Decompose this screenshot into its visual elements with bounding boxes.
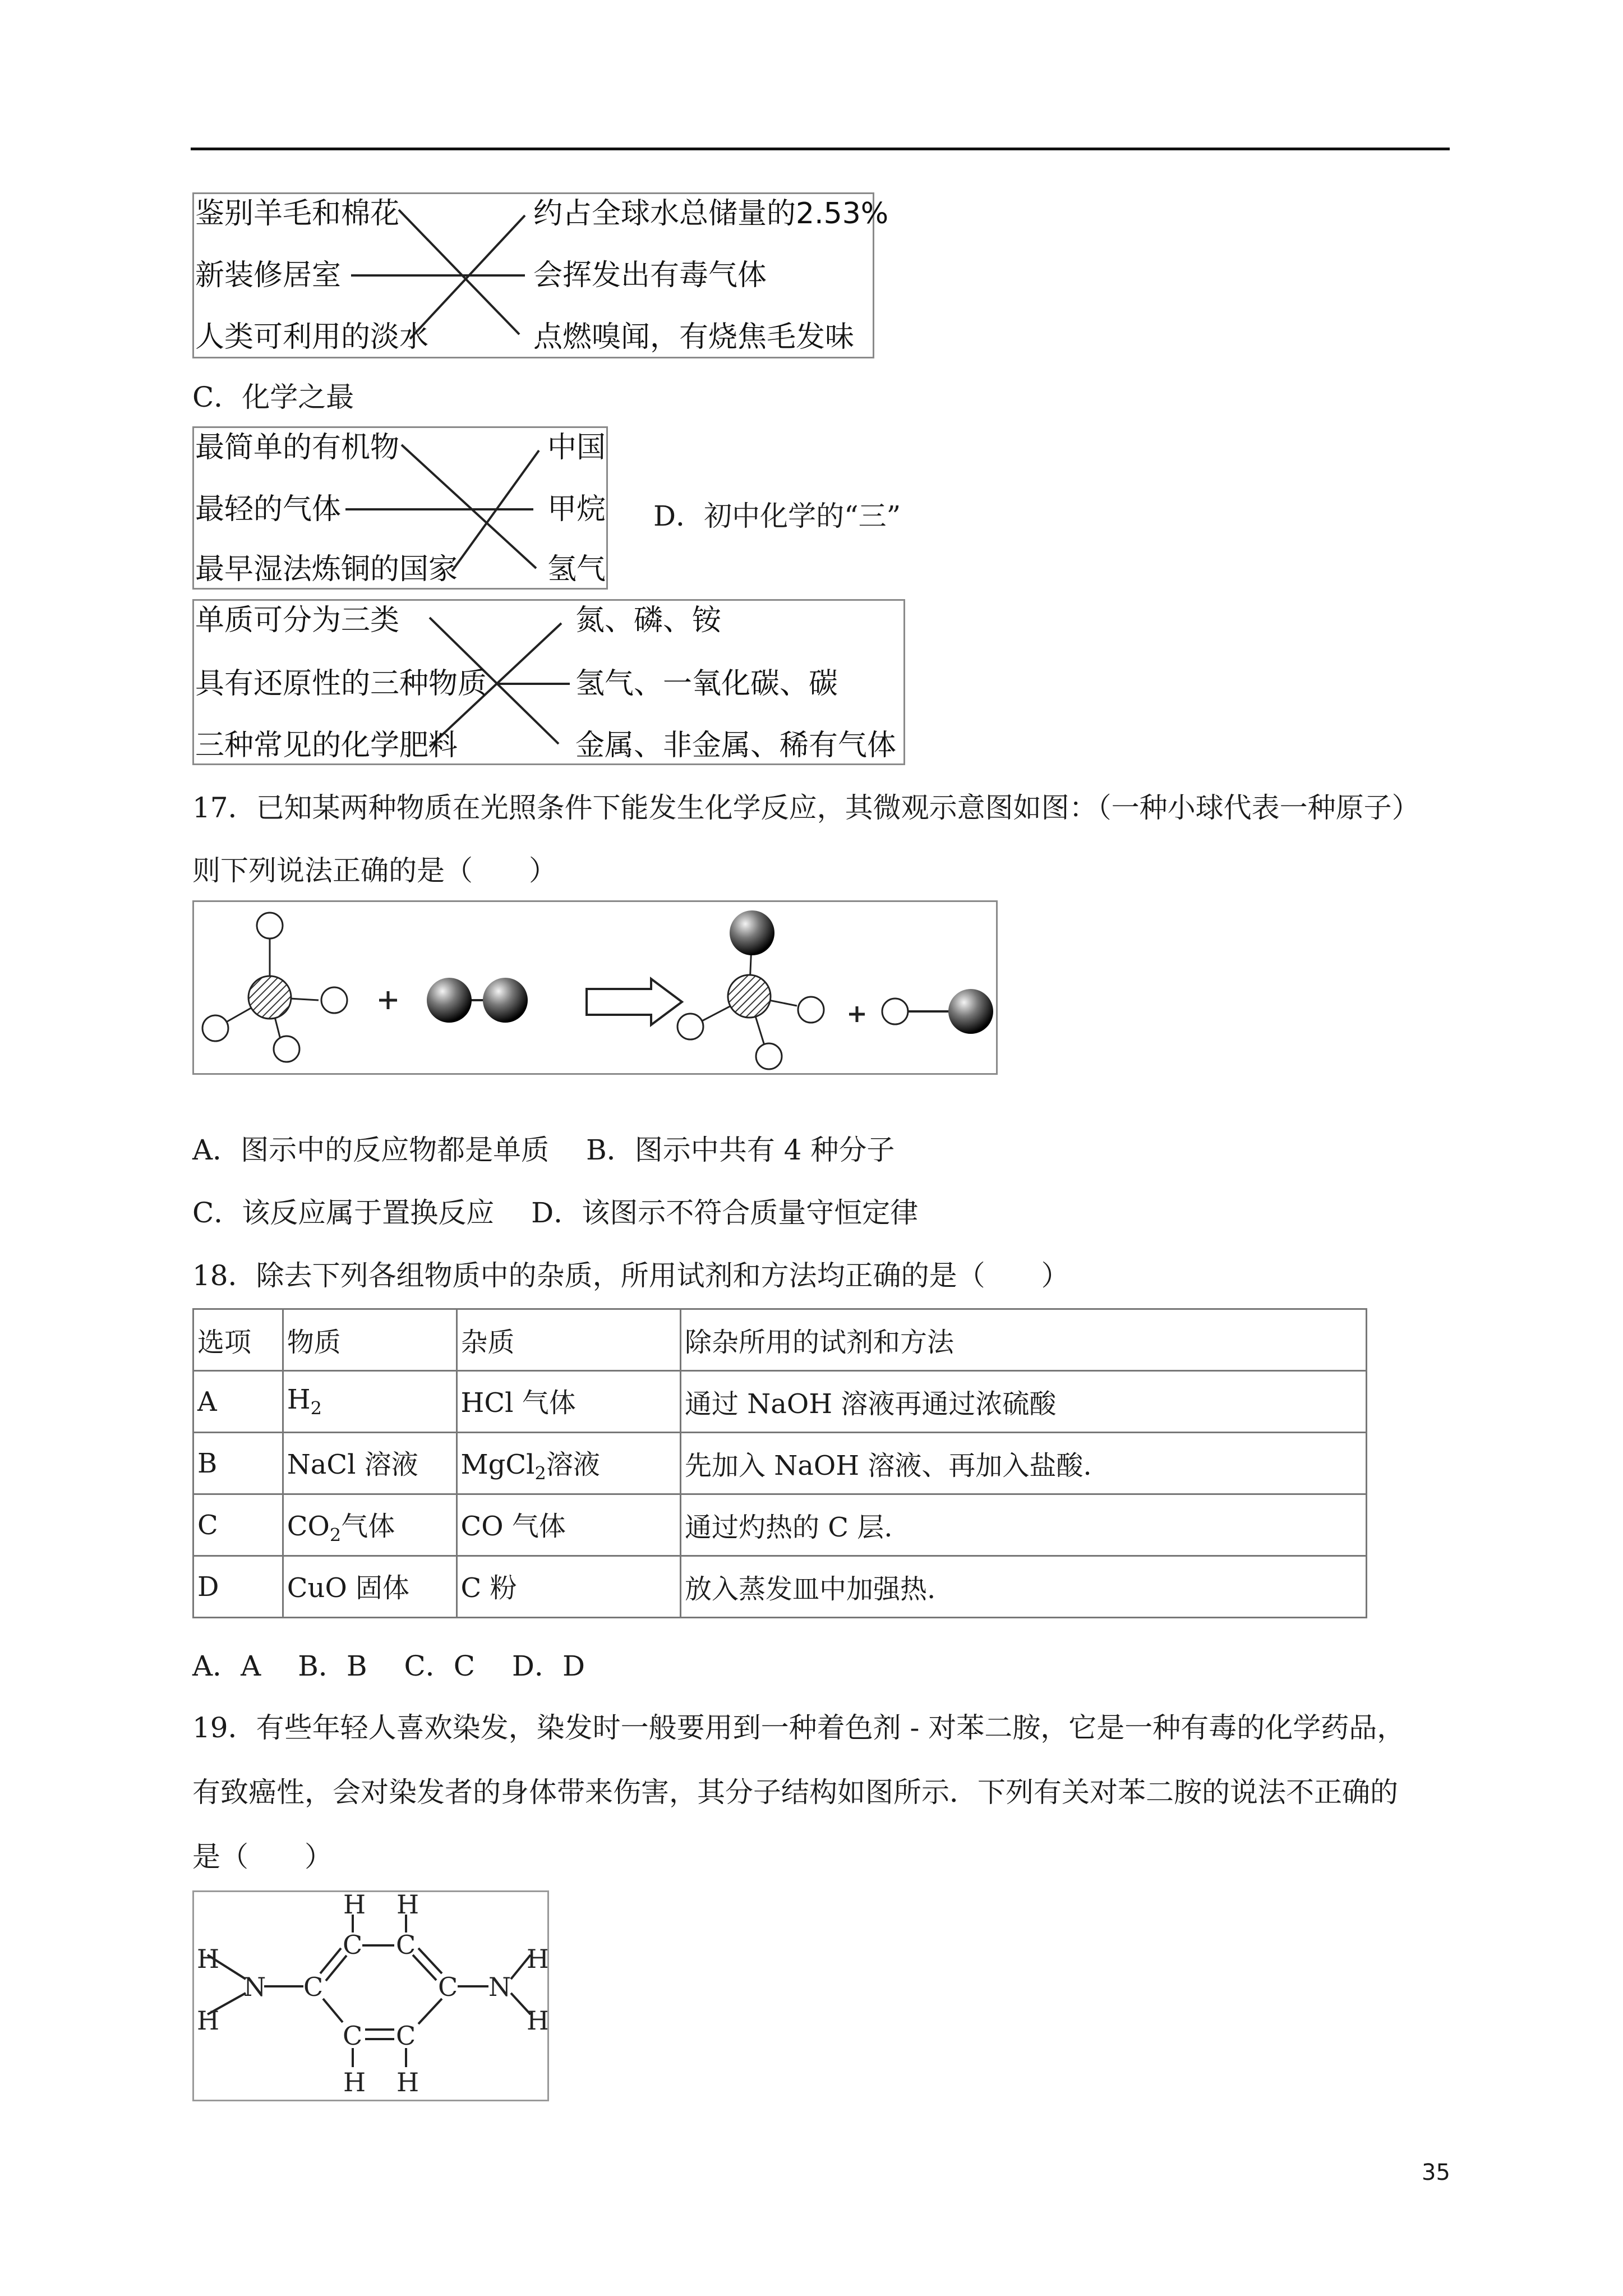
plus-sign <box>849 1006 865 1022</box>
q19-stem-line3: 是（ ） <box>192 1841 333 1873</box>
right-item: 金属、非金属、稀有气体 <box>575 729 897 762</box>
methane-molecule <box>202 913 347 1062</box>
molecule-structure-diagram <box>192 1890 549 2101</box>
option-cell: C <box>193 1494 283 1556</box>
impurity-cell: HCl 气体 <box>457 1371 680 1433</box>
option-cell: D <box>193 1556 283 1618</box>
left-item: 最早湿法炼铜的国家 <box>195 553 458 586</box>
arrow-icon <box>587 979 682 1025</box>
impurity-cell: C 粉 <box>457 1556 680 1618</box>
q17-options-row1: A．图示中的反应物都是单质 B．图示中共有 4 种分子 <box>192 1134 895 1166</box>
left-item: 新装修居室 <box>195 259 342 292</box>
header-cell: 除杂所用的试剂和方法 <box>680 1309 1366 1371</box>
method-cell: 通过灼热的 C 层. <box>680 1494 1366 1556</box>
header-cell: 杂质 <box>457 1309 680 1371</box>
q18-stem: 18．除去下列各组物质中的杂质，所用试剂和方法均正确的是（ ） <box>192 1259 1069 1292</box>
atom-label: C <box>303 1972 324 2002</box>
atom-label: C <box>438 1972 458 2002</box>
option-cell: A <box>193 1371 283 1433</box>
method-cell: 放入蒸发皿中加强热. <box>680 1556 1366 1618</box>
header-rule <box>191 148 1450 150</box>
q17-options-row2: C．该反应属于置换反应 D．该图示不符合质量守恒定律 <box>192 1197 919 1229</box>
substance-cell: NaCl 溶液 <box>283 1433 457 1494</box>
left-item: 单质可分为三类 <box>195 604 400 637</box>
table-row <box>193 1433 1367 1494</box>
left-item: 鉴别羊毛和棉花 <box>195 197 400 231</box>
atom-label: H <box>527 1944 547 1974</box>
option-cell: B <box>193 1433 283 1494</box>
right-item: 会挥发出有毒气体 <box>533 259 767 292</box>
left-item: 三种常见的化学肥料 <box>195 729 458 762</box>
left-item: 具有还原性的三种物质 <box>195 667 487 701</box>
atom-label: C <box>396 1930 416 1960</box>
atom-label: H <box>343 1892 366 1920</box>
table-row <box>193 1556 1367 1618</box>
right-item: 中国 <box>547 431 606 464</box>
reaction-diagram <box>192 900 998 1075</box>
right-item: 氢气、一氧化碳、碳 <box>575 667 838 701</box>
substance-cell: $CO_2$气体 <box>283 1494 457 1556</box>
table-row <box>193 1371 1367 1433</box>
atom-label: H <box>396 1892 419 1920</box>
matching-diagram-b <box>192 192 889 358</box>
left-item: 最简单的有机物 <box>195 431 400 464</box>
page-number: 35 <box>1422 2160 1450 2185</box>
atom-label: H <box>197 2005 220 2036</box>
right-item: 氢气 <box>547 553 606 586</box>
atom-label: C <box>343 2021 363 2051</box>
atom-label: C <box>396 2021 416 2051</box>
q17-stem-line1: 17．已知某两种物质在光照条件下能发生化学反应，其微观示意图如图：（一种小球代表一种原子） <box>192 792 1420 824</box>
matching-diagram-c <box>192 426 608 590</box>
q19-stem-line2: 有致癌性，会对染发者的身体带来伤害，其分子结构如图所示．下列有关对苯二胺的说法不正确的 <box>192 1776 1398 1809</box>
left-item: 最轻的气体 <box>195 493 342 526</box>
impurity-table <box>192 1308 1367 1618</box>
table-header-row <box>193 1309 1367 1371</box>
right-item: 约占全球水总储量的2.53% <box>533 197 889 231</box>
hcl-molecule <box>882 989 993 1034</box>
right-item: 甲烷 <box>547 493 606 526</box>
method-cell: 先加入 NaOH 溶液、再加入盐酸. <box>680 1433 1366 1494</box>
atom-label: C <box>343 1930 363 1960</box>
atom-label: H <box>396 2067 419 2097</box>
right-item: 氮、磷、铵 <box>575 604 722 637</box>
chlorine-molecule <box>427 978 528 1023</box>
header-cell: 选项 <box>193 1309 283 1371</box>
option-d-label: D．初中化学的“三” <box>653 500 901 532</box>
atom-label: N <box>488 1972 511 2002</box>
impurity-cell: CO 气体 <box>457 1494 680 1556</box>
atom-label: H <box>343 2067 366 2097</box>
matching-diagram-d <box>192 599 905 765</box>
q19-stem-line1: 19．有些年轻人喜欢染发，染发时一般要用到一种着色剂 - 对苯二胺，它是一种有毒的化学药品， <box>192 1711 1405 1744</box>
structure-svg <box>194 1892 547 2100</box>
substance-cell: CuO 固体 <box>283 1556 457 1618</box>
table-row <box>193 1494 1367 1556</box>
q17-stem-line2: 则下列说法正确的是（ ） <box>192 854 557 887</box>
plus-sign <box>379 991 397 1009</box>
product-molecule <box>677 910 824 1069</box>
method-cell: 通过 NaOH 溶液再通过浓硫酸 <box>680 1371 1366 1433</box>
option-c-label: C．化学之最 <box>192 381 354 413</box>
atom-label: H <box>527 2005 547 2036</box>
reaction-svg <box>194 902 996 1073</box>
left-item: 人类可利用的淡水 <box>195 320 429 354</box>
right-item: 点燃嗅闻，有烧焦毛发味 <box>533 320 855 354</box>
header-cell: 物质 <box>283 1309 457 1371</box>
atom-label: N <box>243 1972 266 2002</box>
impurity-cell: MgCl$_2$溶液 <box>457 1433 680 1494</box>
atom-label: H <box>197 1944 220 1974</box>
q18-answer-options: A．A B．B C．C D．D <box>192 1650 585 1682</box>
substance-cell: $H_2$ <box>283 1371 457 1433</box>
